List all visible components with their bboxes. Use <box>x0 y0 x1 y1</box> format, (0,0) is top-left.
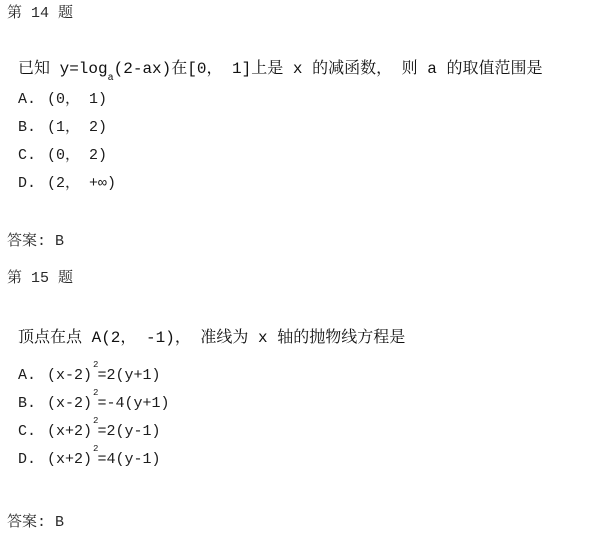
option-row-d <box>18 170 600 198</box>
option-formula-base: (x-2) <box>47 367 93 384</box>
question-15-answer: 答案: B <box>7 514 65 531</box>
option-label: C. <box>18 423 37 440</box>
option-text: (1， 2) <box>47 119 108 136</box>
option-formula-rest: =4(y-1) <box>97 451 161 468</box>
option-row-a <box>18 362 600 390</box>
question-15-section <box>0 269 600 533</box>
option-label: A. <box>18 91 37 108</box>
option-formula-base: (x+2) <box>47 451 93 468</box>
superscript-2: 2 <box>93 360 99 370</box>
option-row-c <box>18 418 600 446</box>
option-formula-rest: =2(y-1) <box>97 423 161 440</box>
question-14-stem <box>18 59 600 85</box>
option-row-b <box>18 390 600 418</box>
option-label: B. <box>18 119 37 136</box>
option-label: D. <box>18 175 37 192</box>
question-14-answer: 答案: B <box>7 233 65 250</box>
option-row-a <box>18 86 600 114</box>
question-14-number: 第 14 题 <box>7 5 74 22</box>
option-label: C. <box>18 147 37 164</box>
superscript-2: 2 <box>93 388 99 398</box>
superscript-2: 2 <box>93 416 99 426</box>
option-formula-rest: =2(y+1) <box>97 367 161 384</box>
question-15-number: 第 15 题 <box>7 270 74 287</box>
option-text: (0， 2) <box>47 147 108 164</box>
stem-text-post: (2-ax)在[0， 1]上是 x 的减函数， 则 a 的取值范围是 <box>113 60 543 78</box>
option-formula-rest: =-4(y+1) <box>97 395 170 412</box>
option-row-c <box>18 142 600 170</box>
option-label: A. <box>18 367 37 384</box>
question-15-stem: 顶点在点 A(2， -1)， 准线为 x 轴的抛物线方程是 <box>18 329 406 347</box>
option-text: (2， +∞) <box>47 175 117 192</box>
option-row-b <box>18 114 600 142</box>
question-14-options <box>18 86 600 198</box>
option-formula-base: (x+2) <box>47 423 93 440</box>
log-base-subscript: a <box>107 73 114 85</box>
option-row-d <box>18 446 600 474</box>
stem-text-pre: 已知 y=log <box>18 60 108 78</box>
option-label: D. <box>18 451 37 468</box>
question-15-options <box>18 362 600 474</box>
superscript-2: 2 <box>93 444 99 454</box>
option-text: (0， 1) <box>47 91 108 108</box>
option-formula-base: (x-2) <box>47 395 93 412</box>
question-14-section <box>0 0 600 252</box>
option-label: B. <box>18 395 37 412</box>
